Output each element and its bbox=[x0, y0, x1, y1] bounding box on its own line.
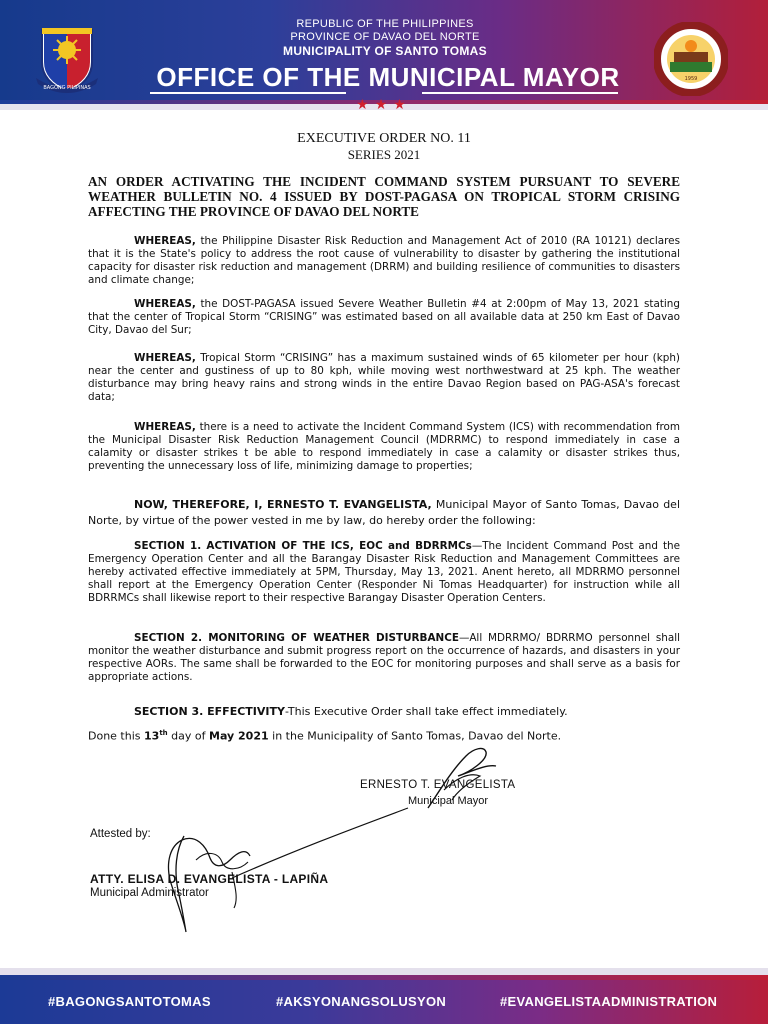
done-day-suffix: th bbox=[159, 729, 168, 737]
whereas-paragraph-3 bbox=[88, 352, 680, 404]
paragraph-lead: SECTION 1. ACTIVATION OF THE ICS, EOC and BDRRMCs bbox=[134, 540, 472, 552]
municipal-seal-icon bbox=[654, 22, 728, 96]
section-3-paragraph bbox=[88, 705, 680, 718]
done-text-a: Done this bbox=[88, 729, 145, 743]
footer-hashtag-1: #BAGONGSANTOTOMAS bbox=[48, 994, 211, 1009]
header-municipality: MUNICIPALITY OF SANTO TOMAS bbox=[283, 44, 487, 58]
mayor-title: Municipal Mayor bbox=[408, 795, 489, 807]
paragraph-text: —All MDRRMO/ BDRRMO personnel shall monitor the weather disturbance and submit progress report on the occurrence of hazards, and disasters in your respective AORs. The same shall be forwarded to the EOC for monitoring purposes and shall serve as a basis for appropriate actions. bbox=[88, 632, 680, 683]
mayor-name: ERNESTO T. EVANGELISTA bbox=[360, 779, 516, 791]
paragraph-lead: WHEREAS, bbox=[134, 352, 196, 364]
paragraph-text: there is a need to activate the Incident Command System (ICS) with recommendation from the Municipal Disaster Risk Reduction Management Council (MDRRMC) to respond immediately in case a calamity or disaster strikes t be able to respond immediately in case a calamity or disaster strikes thus, preventing the unnecessary loss of life, minimizing damage to properties; bbox=[88, 421, 680, 472]
done-this-paragraph bbox=[88, 727, 680, 743]
paragraph-lead: SECTION 2. MONITORING OF WEATHER DISTURBANCE bbox=[134, 632, 459, 644]
whereas-paragraph-1 bbox=[88, 235, 680, 287]
done-month: May 2021 bbox=[209, 729, 269, 743]
executive-order-subject: AN ORDER ACTIVATING THE INCIDENT COMMAND SYSTEM PURSUANT TO SEVERE WEATHER BULLETIN NO. 4 ISSUED BY DOST-PAGASA ON TROPICAL STORM CRISING AFFECTING THE PROVINCE OF DAVAO DEL NORTE bbox=[88, 174, 680, 219]
signature-flourish-line bbox=[232, 808, 408, 878]
paragraph-lead: SECTION 3. EFFECTIVITY bbox=[134, 705, 285, 718]
executive-order-number: EXECUTIVE ORDER NO. 11 bbox=[297, 131, 471, 146]
footer-hashtag-3: #EVANGELISTAADMINISTRATION bbox=[500, 994, 718, 1009]
stars-ornament: ★★★ bbox=[356, 97, 412, 113]
paragraph-lead: WHEREAS, bbox=[134, 421, 196, 433]
now-therefore-paragraph bbox=[88, 497, 680, 529]
administrator-title: Municipal Administrator bbox=[90, 887, 209, 899]
paragraph-lead: WHEREAS, bbox=[134, 235, 196, 247]
done-day: 13 bbox=[144, 729, 160, 743]
svg-text:1959: 1959 bbox=[684, 76, 698, 82]
paragraph-text: -This Executive Order shall take effect immediately. bbox=[284, 705, 568, 718]
administrator-name: ATTY. ELISA D. EVANGELISTA - LAPIÑA bbox=[90, 872, 329, 886]
paragraph-text: Tropical Storm “CRISING” has a maximum sustained winds of 65 kilometer per hour (kph) near the center and gustiness of up to 80 kph, while moving west northwestward at 25 kph. The weather disturbance may bring heavy rains and strong winds in the entire Davao Region based on PAG-ASA's forecast data; bbox=[88, 352, 680, 403]
paragraph-text: Municipal Mayor of Santo Tomas, Davao del Norte, by virtue of the power vested in me by law, do hereby order the following: bbox=[88, 498, 680, 527]
paragraph-text: the Philippine Disaster Risk Reduction and Management Act of 2010 (RA 10121) declares that it is the State's policy to address the root cause of vulnerability to disaster by gathering the institutional capacity for disaster risk reduction and management (DRRM) and building resilience of communities to disasters and climate change; bbox=[88, 235, 680, 286]
done-text-b: day of bbox=[167, 729, 209, 743]
footer-hashtag-2: #AKSYONANGSOLUSYON bbox=[276, 994, 447, 1009]
header-country: REPUBLIC OF THE PHILIPPINES bbox=[296, 18, 474, 30]
whereas-paragraph-4 bbox=[88, 421, 680, 473]
admin-signature-loop bbox=[196, 853, 248, 868]
paragraph-text: the DOST-PAGASA issued Severe Weather Bulletin #4 at 2:00pm of May 13, 2021 stating that the center of Tropical Storm “CRISING” was estimated based on all available data at 250 km East of Davao City, Davao del Sur; bbox=[88, 298, 680, 336]
header-rule-left bbox=[150, 92, 346, 94]
office-title: OFFICE OF THE MUNICIPAL MAYOR bbox=[156, 62, 620, 92]
done-text-c: in the Municipality of Santo Tomas, Davao del Norte. bbox=[268, 729, 562, 743]
footer-banner bbox=[0, 980, 768, 1024]
philippine-seal-icon bbox=[30, 22, 104, 96]
paragraph-text: —The Incident Command Post and the Emergency Operation Center and all the Barangay Disaster Risk Reduction and Management Committees are hereby activated effective immediately at 5PM, Thursday, May 13, 2021. Anent hereto, all MDRRMO personnel shall report at the Emergency Operation Center (Responder Ni Tomas Headquarter) for instruction while all BDRRMCs shall likewise report to their respective Barangay Disaster Operation Centers. bbox=[88, 540, 680, 604]
paragraph-lead: NOW, THEREFORE, I, ERNESTO T. EVANGELISTA, bbox=[134, 498, 432, 511]
section-1-paragraph bbox=[88, 540, 680, 605]
section-2-paragraph bbox=[88, 632, 680, 684]
svg-text:BAGONG PILIPINAS: BAGONG PILIPINAS bbox=[43, 85, 91, 91]
header-province: PROVINCE OF DAVAO DEL NORTE bbox=[290, 31, 480, 43]
attested-label: Attested by: bbox=[90, 828, 151, 840]
paragraph-lead: WHEREAS, bbox=[134, 298, 196, 310]
whereas-paragraph-2 bbox=[88, 298, 680, 337]
footer-band bbox=[0, 968, 768, 975]
header-rule-right bbox=[422, 92, 618, 94]
executive-order-series: SERIES 2021 bbox=[347, 147, 421, 162]
